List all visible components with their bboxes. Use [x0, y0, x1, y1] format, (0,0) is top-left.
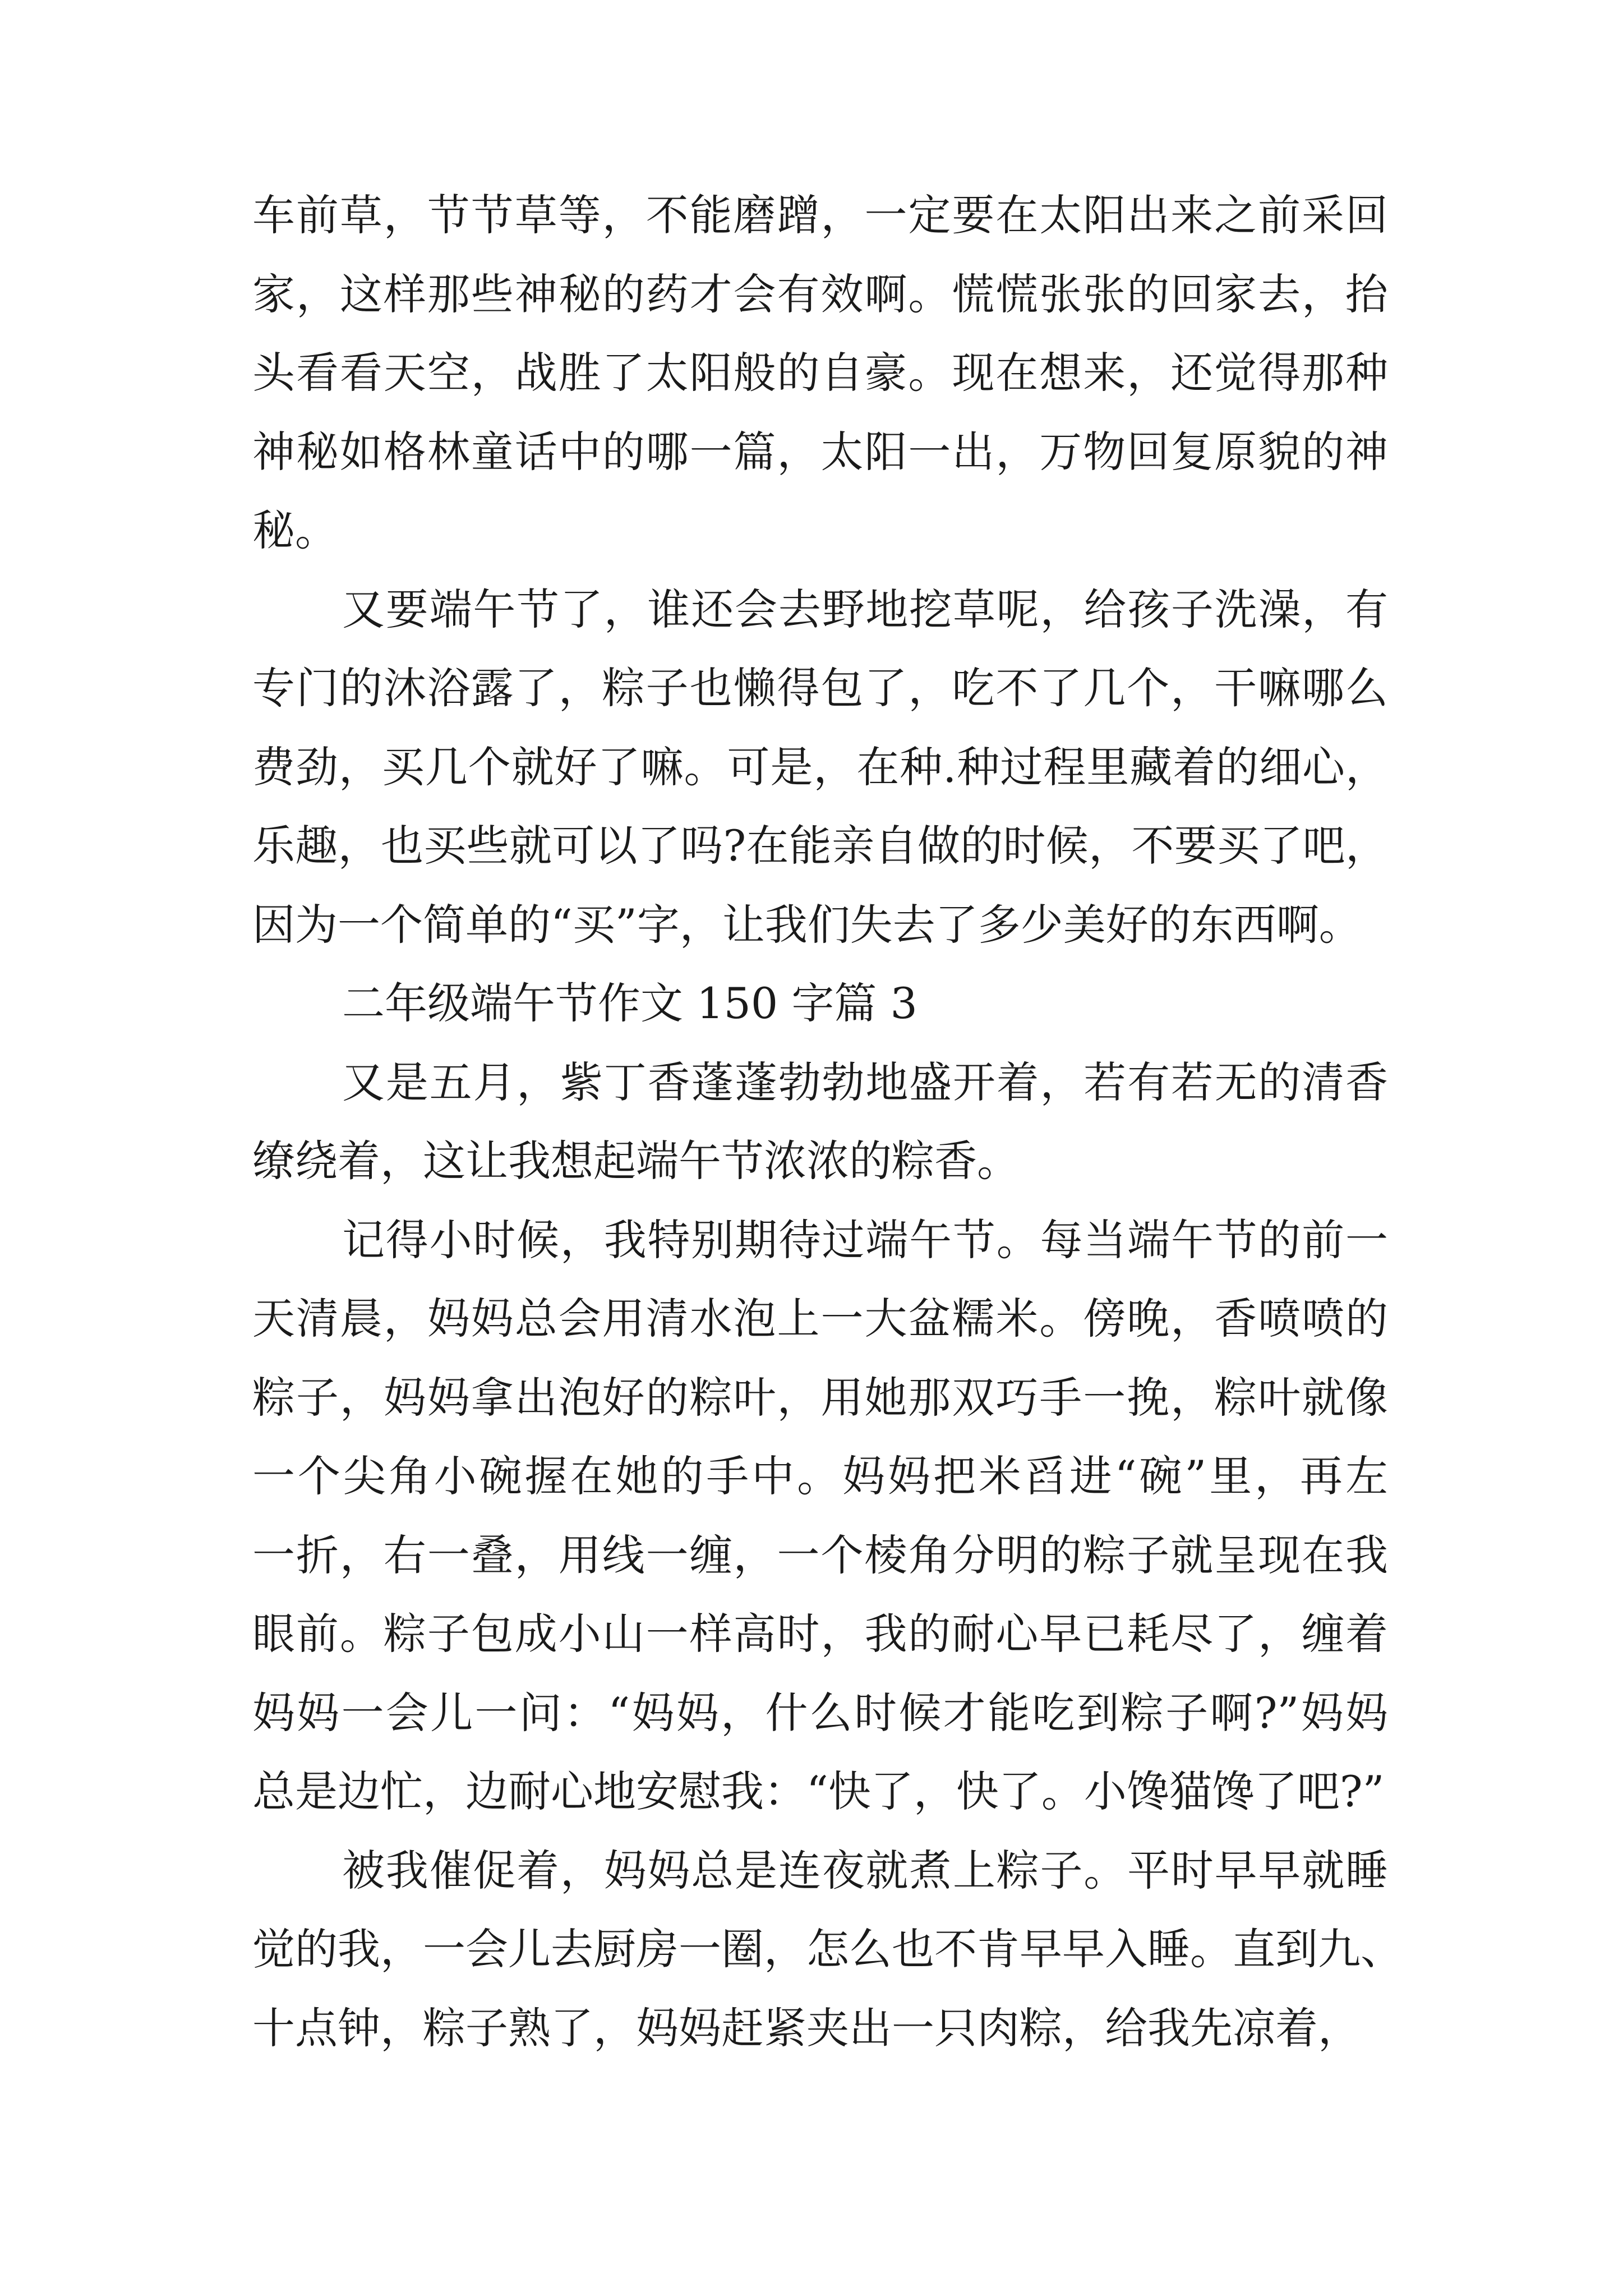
text-line: 一折，右一叠，用线一缠，一个棱角分明的粽子就呈现在我: [252, 1530, 1388, 1580]
paragraph: [252, 176, 1388, 570]
text-line: 被我催促着，妈妈总是连夜就煮上粽子。平时早早就睡: [342, 1845, 1388, 1895]
text-line: 妈妈一会儿一问：“妈妈，什么时候才能吃到粽子啊?”妈妈: [252, 1687, 1388, 1738]
paragraph: [252, 570, 1388, 965]
text-line: 专门的沐浴露了，粽子也懒得包了，吃不了几个，干嘛哪么: [252, 663, 1388, 713]
text-line: 又要端午节了，谁还会去野地挖草呢，给孩子洗澡，有: [342, 584, 1388, 634]
text-line: 秘。: [252, 505, 338, 555]
paragraph: [252, 1201, 1388, 1832]
text-line: 因为一个简单的“买”字，让我们失去了多少美好的东西啊。: [252, 899, 1362, 950]
text-line: 神秘如格林童话中的哪一篇，太阳一出，万物回复原貌的神: [252, 426, 1388, 477]
text-line: 乐趣，也买些就可以了吗?在能亲自做的时候，不要买了吧，: [252, 821, 1388, 871]
text-line: 记得小时候，我特别期待过端午节。每当端午节的前一: [342, 1214, 1388, 1265]
text-line: 车前草，节节草等，不能磨蹭，一定要在太阳出来之前采回: [252, 190, 1388, 240]
paragraph: [252, 1832, 1403, 2068]
paragraph: [252, 964, 1388, 1043]
text-line: 十点钟，粽子熟了，妈妈赶紧夹出一只肉粽，给我先凉着，: [252, 2003, 1361, 2053]
text-line: 粽子，妈妈拿出泡好的粽叶，用她那双巧手一挽，粽叶就像: [252, 1372, 1388, 1423]
text-line: 总是边忙，边耐心地安慰我：“快了，快了。小馋猫馋了吧?”: [252, 1766, 1385, 1816]
text-line: 一个尖角小碗握在她的手中。妈妈把米舀进“碗”里，再左: [252, 1451, 1388, 1501]
text-line: 又是五月，紫丁香蓬蓬勃勃地盛开着，若有若无的清香: [342, 1057, 1388, 1107]
paragraph: [252, 1043, 1388, 1201]
text-line: 眼前。粽子包成小山一样高时，我的耐心早已耗尽了，缠着: [252, 1609, 1388, 1659]
text-line: 二年级端午节作文 150 字篇 3: [342, 978, 917, 1028]
text-line: 头看看天空，战胜了太阳般的自豪。现在想来，还觉得那种: [252, 348, 1388, 398]
text-line: 觉的我，一会儿去厨房一圈，怎么也不肯早早入睡。直到九、: [252, 1924, 1403, 1974]
text-line: 费劲，买几个就好了嘛。可是，在种.种过程里藏着的细心，: [252, 742, 1388, 792]
document-body: [252, 176, 1403, 2068]
text-line: 家，这样那些神秘的药才会有效啊。慌慌张张的回家去，抬: [252, 269, 1388, 319]
text-line: 缭绕着，这让我想起端午节浓浓的粽香。: [252, 1136, 1020, 1186]
text-line: 天清晨，妈妈总会用清水泡上一大盆糯米。傍晚，香喷喷的: [252, 1294, 1388, 1343]
